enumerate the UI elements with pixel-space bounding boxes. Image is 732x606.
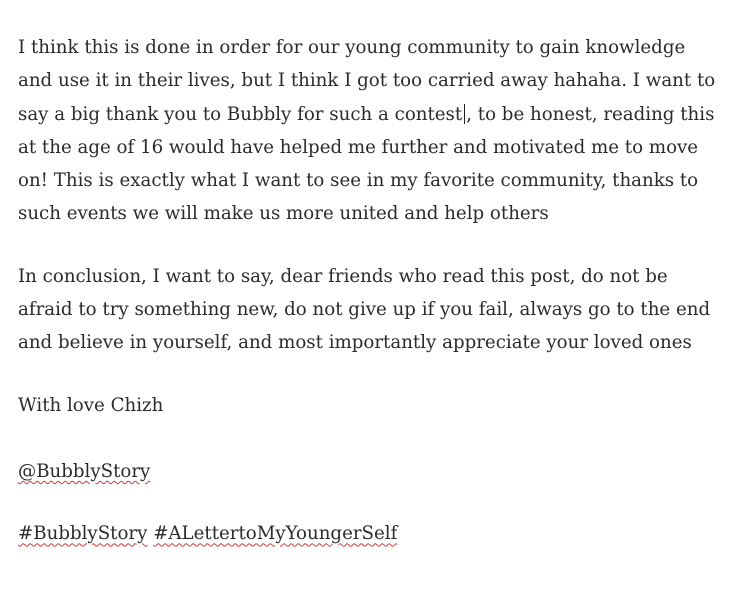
hashtag-aletter-to-my-younger-self[interactable]: #ALettertoMyYoungerSelf (153, 523, 398, 545)
post-editor[interactable] (18, 31, 722, 551)
mention-line (18, 455, 722, 488)
mention-bubblystory[interactable]: @BubblyStory (18, 460, 151, 482)
paragraph-2: In conclusion, I want to say, dear friends who read this post, do not be afraid to try something new, do not give up if you fail, always go to the end and believe in yourself, and most importantly appreciate your loved ones (18, 265, 711, 354)
hashtag-line (18, 517, 722, 550)
paragraph-1-text-end: , to be honest, reading this at the age of 16 would have helped me further and motivated me to move on! This is exactly what I want to see in my favorite community, thanks to such events we will make us more united and help others (18, 103, 715, 225)
hashtag-bubblystory[interactable]: #BubblyStory (18, 523, 148, 545)
paragraph-1-text-start: I think this is done in order for our young community to gain knowledge and use it in their lives, but I think I got too carried away hahaha. I want to say a big thank you to Bubbly for such a contest (18, 37, 716, 125)
signature: With love Chizh (18, 394, 164, 416)
paragraph-1 (18, 31, 722, 231)
